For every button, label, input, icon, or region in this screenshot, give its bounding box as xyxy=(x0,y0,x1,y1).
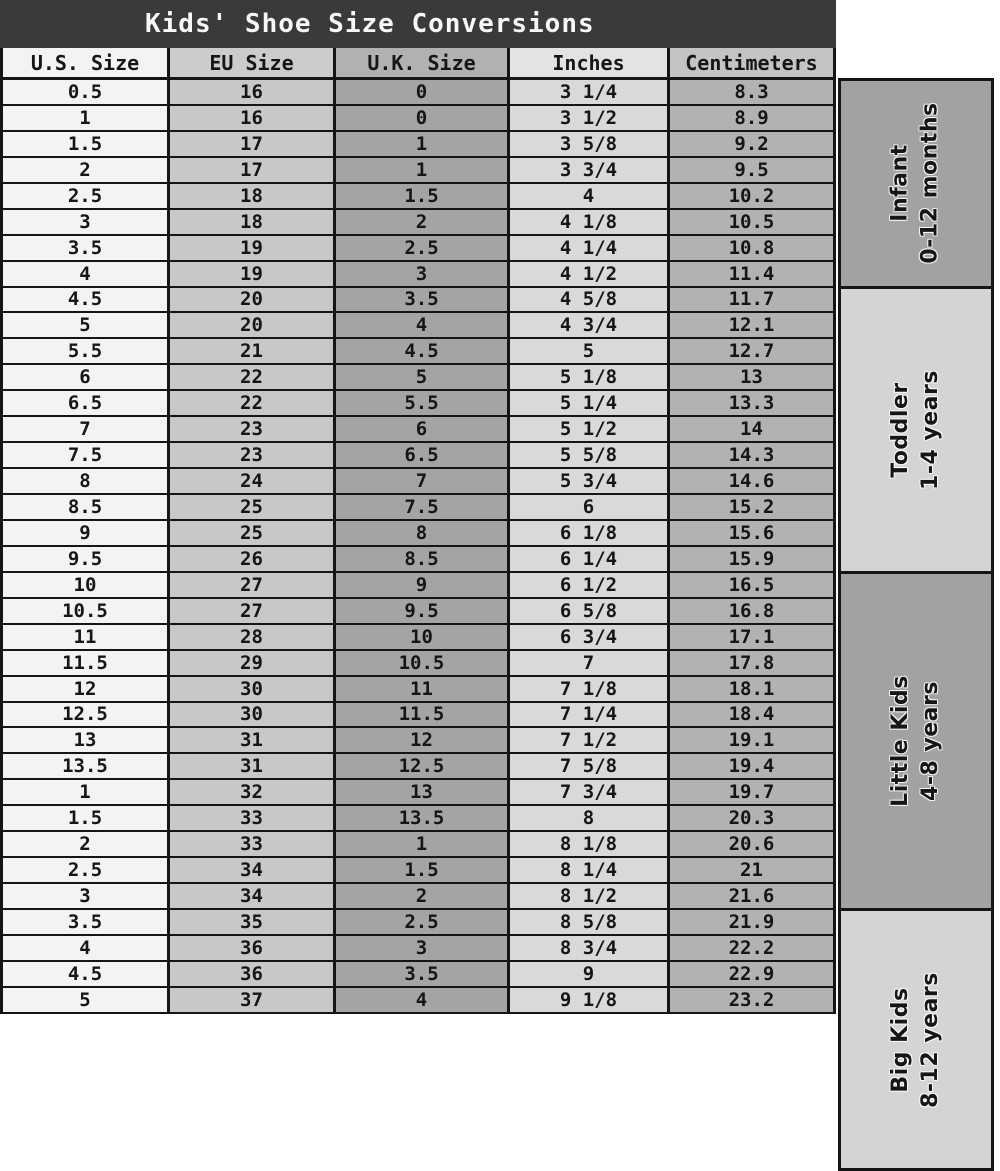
table-cell: 9 1/8 xyxy=(510,988,670,1014)
table-cell: 33 xyxy=(170,832,336,858)
table-cell: 1 xyxy=(3,780,170,806)
table-cell: 3 5/8 xyxy=(510,132,670,158)
age-group-block xyxy=(838,286,994,574)
table-cell: 10.5 xyxy=(670,210,836,236)
table-cell: 8.9 xyxy=(670,106,836,132)
table-cell: 9.5 xyxy=(336,599,510,625)
table-cell: 8.5 xyxy=(336,547,510,573)
table-cell: 3 1/2 xyxy=(510,106,670,132)
table-cell: 7 1/4 xyxy=(510,703,670,729)
table-cell: 4 xyxy=(510,184,670,210)
table-cell: 0.5 xyxy=(3,80,170,106)
table-cell: 7.5 xyxy=(336,495,510,521)
table-cell: 5 xyxy=(3,988,170,1014)
table-cell: 3.5 xyxy=(336,962,510,988)
age-group-name: Toddler xyxy=(888,382,913,478)
table-cell: 5 1/2 xyxy=(510,417,670,443)
table-cell: 8 3/4 xyxy=(510,936,670,962)
table-cell: 19 xyxy=(170,262,336,288)
header-cell-1: EU Size xyxy=(170,48,336,80)
table-cell: 7 xyxy=(3,417,170,443)
table-cell: 12.5 xyxy=(336,754,510,780)
table-cell: 18.1 xyxy=(670,677,836,703)
table-cell: 19.4 xyxy=(670,754,836,780)
table-cell: 1 xyxy=(336,132,510,158)
age-group-name: Infant xyxy=(888,144,913,223)
table-cell: 8 1/4 xyxy=(510,858,670,884)
table-cell: 17 xyxy=(170,132,336,158)
table-cell: 14 xyxy=(670,417,836,443)
table-cell: 15.9 xyxy=(670,547,836,573)
age-group-range: 0-12 months xyxy=(918,102,943,264)
table-cell: 9 xyxy=(510,962,670,988)
table-cell: 23 xyxy=(170,443,336,469)
table-cell: 8.3 xyxy=(670,80,836,106)
table-cell: 5 xyxy=(336,365,510,391)
table-cell: 25 xyxy=(170,495,336,521)
table-cell: 9.5 xyxy=(670,158,836,184)
table-cell: 14.6 xyxy=(670,469,836,495)
table-cell: 12.1 xyxy=(670,313,836,339)
table-cell: 8 xyxy=(336,521,510,547)
age-group-block xyxy=(838,908,994,1171)
table-cell: 13 xyxy=(3,728,170,754)
table-cell: 5.5 xyxy=(3,339,170,365)
table-cell: 5 1/4 xyxy=(510,391,670,417)
table-cell: 5 3/4 xyxy=(510,469,670,495)
table-cell: 2 xyxy=(336,210,510,236)
age-group-sidebar xyxy=(836,0,1000,1108)
table-cell: 31 xyxy=(170,728,336,754)
table-cell: 36 xyxy=(170,962,336,988)
table-cell: 2.5 xyxy=(3,184,170,210)
table-cell: 0 xyxy=(336,80,510,106)
table-cell: 4 1/8 xyxy=(510,210,670,236)
table-cell: 19 xyxy=(170,236,336,262)
table-cell: 4.5 xyxy=(336,339,510,365)
age-group-block xyxy=(838,571,994,911)
table-cell: 6 xyxy=(3,365,170,391)
table-cell: 21.9 xyxy=(670,910,836,936)
table-cell: 6 1/4 xyxy=(510,547,670,573)
table-cell: 2.5 xyxy=(336,236,510,262)
age-group-block xyxy=(838,78,994,289)
table-cell: 14.3 xyxy=(670,443,836,469)
table-cell: 17.8 xyxy=(670,651,836,677)
title-bar xyxy=(0,0,836,48)
table-cell: 3.5 xyxy=(336,288,510,314)
table-cell: 34 xyxy=(170,884,336,910)
header-cell-0: U.S. Size xyxy=(3,48,170,80)
table-cell: 4 xyxy=(3,262,170,288)
table-cell: 9 xyxy=(3,521,170,547)
table-cell: 2 xyxy=(336,884,510,910)
table-cell: 6 xyxy=(336,417,510,443)
table-cell: 20.6 xyxy=(670,832,836,858)
page-title: Kids' Shoe Size Conversions xyxy=(145,9,595,39)
table-cell: 30 xyxy=(170,677,336,703)
table-cell: 10 xyxy=(336,625,510,651)
table-cell: 8.5 xyxy=(3,495,170,521)
table-cell: 1.5 xyxy=(3,132,170,158)
table-cell: 2.5 xyxy=(336,910,510,936)
table-cell: 3 1/4 xyxy=(510,80,670,106)
table-cell: 13.5 xyxy=(336,806,510,832)
table-cell: 37 xyxy=(170,988,336,1014)
table-cell: 20 xyxy=(170,313,336,339)
table-cell: 10.5 xyxy=(3,599,170,625)
table-cell: 20.3 xyxy=(670,806,836,832)
table-cell: 9.5 xyxy=(3,547,170,573)
table-cell: 1.5 xyxy=(336,858,510,884)
table-cell: 1.5 xyxy=(336,184,510,210)
age-group-label xyxy=(886,972,946,1108)
table-cell: 31 xyxy=(170,754,336,780)
table-cell: 6 3/4 xyxy=(510,625,670,651)
table-cell: 2 xyxy=(3,158,170,184)
table-cell: 7 1/2 xyxy=(510,728,670,754)
table-cell: 6 xyxy=(510,495,670,521)
table-cell: 6 1/2 xyxy=(510,573,670,599)
table-cell: 4 xyxy=(336,988,510,1014)
header-cell-2: U.K. Size xyxy=(336,48,510,80)
table-cell: 18 xyxy=(170,184,336,210)
table-cell: 3 xyxy=(336,262,510,288)
table-cell: 7 3/4 xyxy=(510,780,670,806)
table-cell: 23 xyxy=(170,417,336,443)
table-cell: 24 xyxy=(170,469,336,495)
table-cell: 8 xyxy=(510,806,670,832)
table-cell: 17 xyxy=(170,158,336,184)
table-cell: 33 xyxy=(170,806,336,832)
table-cell: 3 3/4 xyxy=(510,158,670,184)
table-cell: 3 xyxy=(3,210,170,236)
table-cell: 10.2 xyxy=(670,184,836,210)
table-cell: 8 xyxy=(3,469,170,495)
age-group-range: 1-4 years xyxy=(918,369,943,490)
table-cell: 4.5 xyxy=(3,288,170,314)
table-cell: 8 1/2 xyxy=(510,884,670,910)
age-group-label xyxy=(886,103,946,264)
conversion-table xyxy=(0,48,836,1014)
table-cell: 7 5/8 xyxy=(510,754,670,780)
table-cell: 5 xyxy=(3,313,170,339)
table-cell: 10 xyxy=(3,573,170,599)
table-cell: 0 xyxy=(336,106,510,132)
table-cell: 1 xyxy=(336,158,510,184)
table-cell: 4 1/4 xyxy=(510,236,670,262)
table-cell: 19.7 xyxy=(670,780,836,806)
table-cell: 4 5/8 xyxy=(510,288,670,314)
table-cell: 26 xyxy=(170,547,336,573)
table-cell: 3 xyxy=(3,884,170,910)
table-cell: 11 xyxy=(336,677,510,703)
table-cell: 12 xyxy=(336,728,510,754)
table-cell: 22 xyxy=(170,365,336,391)
table-cell: 5.5 xyxy=(336,391,510,417)
table-cell: 3.5 xyxy=(3,910,170,936)
table-cell: 20 xyxy=(170,288,336,314)
table-cell: 11.5 xyxy=(336,703,510,729)
age-group-name: Big Kids xyxy=(887,987,913,1093)
table-cell: 12 xyxy=(3,677,170,703)
table-cell: 4.5 xyxy=(3,962,170,988)
table-cell: 15.6 xyxy=(670,521,836,547)
table-cell: 13.3 xyxy=(670,391,836,417)
table-cell: 6.5 xyxy=(3,391,170,417)
table-cell: 17.1 xyxy=(670,625,836,651)
table-cell: 10.5 xyxy=(336,651,510,677)
table-cell: 22.9 xyxy=(670,962,836,988)
table-cell: 7 xyxy=(510,651,670,677)
table-cell: 21 xyxy=(170,339,336,365)
table-cell: 18 xyxy=(170,210,336,236)
table-cell: 22.2 xyxy=(670,936,836,962)
table-cell: 3.5 xyxy=(3,236,170,262)
table-cell: 2.5 xyxy=(3,858,170,884)
table-cell: 12.7 xyxy=(670,339,836,365)
table-cell: 4 xyxy=(3,936,170,962)
header-cell-4: Centimeters xyxy=(670,48,836,80)
age-group-range: 8-12 years xyxy=(917,971,943,1108)
table-cell: 7 xyxy=(336,469,510,495)
table-cell: 4 xyxy=(336,313,510,339)
table-cell: 11 xyxy=(3,625,170,651)
table-cell: 4 3/4 xyxy=(510,313,670,339)
table-cell: 21.6 xyxy=(670,884,836,910)
table-cell: 6 1/8 xyxy=(510,521,670,547)
table-cell: 3 xyxy=(336,936,510,962)
table-cell: 19.1 xyxy=(670,728,836,754)
table-cell: 13.5 xyxy=(3,754,170,780)
table-cell: 11.4 xyxy=(670,262,836,288)
table-cell: 16 xyxy=(170,80,336,106)
table-cell: 8 5/8 xyxy=(510,910,670,936)
table-cell: 35 xyxy=(170,910,336,936)
table-cell: 9.2 xyxy=(670,132,836,158)
table-cell: 5 xyxy=(510,339,670,365)
table-cell: 6.5 xyxy=(336,443,510,469)
table-cell: 25 xyxy=(170,521,336,547)
table-cell: 12.5 xyxy=(3,703,170,729)
table-cell: 28 xyxy=(170,625,336,651)
header-cell-3: Inches xyxy=(510,48,670,80)
table-cell: 16.8 xyxy=(670,599,836,625)
table-cell: 5 5/8 xyxy=(510,443,670,469)
table-cell: 23.2 xyxy=(670,988,836,1014)
table-cell: 16 xyxy=(170,106,336,132)
table-cell: 8 1/8 xyxy=(510,832,670,858)
table-cell: 27 xyxy=(170,573,336,599)
table-cell: 1 xyxy=(3,106,170,132)
table-cell: 7 1/8 xyxy=(510,677,670,703)
age-group-range: 4-8 years xyxy=(918,681,943,802)
table-cell: 7.5 xyxy=(3,443,170,469)
table-cell: 4 1/2 xyxy=(510,262,670,288)
table-cell: 36 xyxy=(170,936,336,962)
table-cell: 11.7 xyxy=(670,288,836,314)
table-cell: 18.4 xyxy=(670,703,836,729)
age-group-label xyxy=(886,675,946,807)
table-cell: 9 xyxy=(336,573,510,599)
table-cell: 11.5 xyxy=(3,651,170,677)
table-cell: 32 xyxy=(170,780,336,806)
table-cell: 10.8 xyxy=(670,236,836,262)
age-group-name: Little Kids xyxy=(888,675,913,808)
table-cell: 30 xyxy=(170,703,336,729)
table-cell: 16.5 xyxy=(670,573,836,599)
table-cell: 1 xyxy=(336,832,510,858)
table-cell: 13 xyxy=(336,780,510,806)
table-cell: 1.5 xyxy=(3,806,170,832)
table-cell: 5 1/8 xyxy=(510,365,670,391)
table-cell: 21 xyxy=(670,858,836,884)
table-cell: 34 xyxy=(170,858,336,884)
table-cell: 6 5/8 xyxy=(510,599,670,625)
table-cell: 27 xyxy=(170,599,336,625)
table-cell: 22 xyxy=(170,391,336,417)
age-group-label xyxy=(886,370,946,490)
table-cell: 13 xyxy=(670,365,836,391)
table-cell: 29 xyxy=(170,651,336,677)
table-cell: 15.2 xyxy=(670,495,836,521)
table-cell: 2 xyxy=(3,832,170,858)
